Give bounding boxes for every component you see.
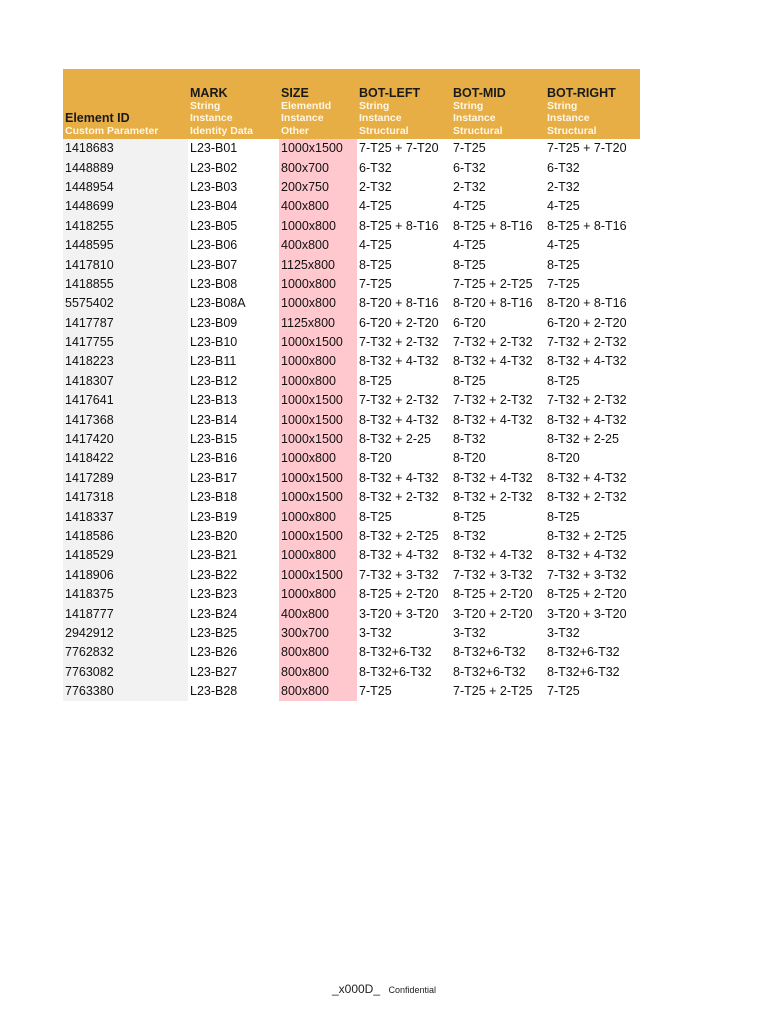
column-subtitle: Structural [453, 124, 503, 137]
size-cell: 1000x800 [279, 275, 357, 294]
bot-left-cell: 2-T32 [359, 179, 392, 194]
bot-right-cell: 8-T20 + 8-T16 [547, 296, 627, 311]
element-id-cell: 1417289 [63, 469, 188, 488]
element-id-cell: 1418422 [63, 449, 188, 468]
column-subtitle: Other [281, 124, 310, 137]
column-subtitle: String [359, 99, 390, 112]
element-id-cell: 1418255 [63, 217, 188, 236]
bot-left-cell: 8-T20 + 8-T16 [359, 296, 439, 311]
mark-cell: L23-B19 [190, 509, 238, 524]
bot-right-cell: 8-T32+6-T32 [547, 664, 620, 679]
bot-left-cell: 6-T20 + 2-T20 [359, 315, 439, 330]
schedule-sheet [63, 69, 640, 701]
bot-left-cell: 3-T20 + 3-T20 [359, 606, 439, 621]
table-body [63, 139, 640, 701]
bot-right-cell: 3-T32 [547, 625, 580, 640]
bot-right-cell: 8-T25 + 8-T16 [547, 218, 627, 233]
mark-cell: L23-B01 [190, 141, 238, 156]
bot-right-cell: 8-T32 + 4-T32 [547, 548, 627, 563]
column-title: MARK [190, 85, 228, 100]
table-row [63, 391, 640, 410]
column-header-element-id [63, 69, 188, 139]
bot-left-cell: 7-T32 + 2-T32 [359, 335, 439, 350]
table-row [63, 314, 640, 333]
bot-mid-cell: 7-T32 + 2-T32 [453, 335, 533, 350]
bot-mid-cell: 6-T20 [453, 315, 486, 330]
bot-left-cell: 3-T32 [359, 625, 392, 640]
mark-cell: L23-B06 [190, 238, 238, 253]
element-id-cell: 1448889 [63, 158, 188, 177]
bot-mid-cell: 8-T32+6-T32 [453, 664, 526, 679]
element-id-cell: 1417420 [63, 430, 188, 449]
bot-left-cell: 7-T32 + 3-T32 [359, 567, 439, 582]
bot-mid-cell: 8-T32 + 4-T32 [453, 548, 533, 563]
bot-right-cell: 8-T25 [547, 509, 580, 524]
bot-left-cell: 8-T32 + 4-T32 [359, 548, 439, 563]
bot-mid-cell: 8-T25 + 2-T20 [453, 587, 533, 602]
bot-left-cell: 8-T32 + 4-T32 [359, 470, 439, 485]
page-footer [0, 980, 768, 998]
column-header-bot-right [545, 69, 640, 139]
element-id-cell: 7762832 [63, 643, 188, 662]
column-header-bot-left [357, 69, 451, 139]
table-row [63, 178, 640, 197]
bot-left-cell: 8-T32+6-T32 [359, 664, 432, 679]
bot-left-cell: 6-T32 [359, 160, 392, 175]
mark-cell: L23-B27 [190, 664, 238, 679]
bot-right-cell: 8-T32 + 2-T25 [547, 529, 627, 543]
bot-right-cell: 8-T20 [547, 451, 580, 466]
size-cell: 1000x1500 [279, 139, 357, 158]
column-subtitle: String [453, 99, 484, 112]
table-row [63, 333, 640, 352]
table-row [63, 488, 640, 507]
element-id-cell: 1417318 [63, 488, 188, 507]
size-cell: 1000x800 [279, 217, 357, 236]
table-row [63, 139, 640, 158]
bot-mid-cell: 8-T32 + 2-T32 [453, 490, 533, 505]
table-row [63, 197, 640, 216]
column-subtitle: Structural [547, 124, 597, 137]
size-cell: 300x700 [279, 624, 357, 643]
column-title: SIZE [281, 85, 309, 100]
bot-right-cell: 7-T25 [547, 276, 580, 291]
bot-mid-cell: 6-T32 [453, 160, 486, 175]
mark-cell: L23-B16 [190, 451, 238, 466]
column-title: BOT-LEFT [359, 85, 421, 100]
table-row [63, 527, 640, 546]
mark-cell: L23-B21 [190, 548, 238, 563]
size-cell: 1000x800 [279, 294, 357, 313]
element-id-cell: 2942912 [63, 624, 188, 643]
element-id-cell: 1448699 [63, 197, 188, 216]
mark-cell: L23-B26 [190, 645, 238, 660]
table-row [63, 275, 640, 294]
element-id-cell: 1417787 [63, 314, 188, 333]
size-cell: 200x750 [279, 178, 357, 197]
bot-right-cell: 8-T32 + 4-T32 [547, 470, 627, 485]
mark-cell: L23-B13 [190, 393, 238, 408]
bot-mid-cell: 7-T25 + 2-T25 [453, 276, 533, 291]
bot-mid-cell: 8-T32 [453, 432, 486, 447]
bot-mid-cell: 8-T20 [453, 451, 486, 466]
bot-mid-cell: 2-T32 [453, 179, 486, 194]
table-row [63, 604, 640, 623]
element-id-cell: 1418906 [63, 566, 188, 585]
column-subtitle: Instance [359, 112, 402, 124]
mark-cell: L23-B17 [190, 470, 238, 485]
bot-right-cell: 6-T32 [547, 160, 580, 175]
element-id-cell: 1418855 [63, 275, 188, 294]
element-id-cell: 1417810 [63, 255, 188, 274]
mark-cell: L23-B04 [190, 199, 238, 214]
bot-left-cell: 8-T25 [359, 257, 392, 272]
bot-mid-cell: 8-T32 + 4-T32 [453, 470, 533, 485]
bot-right-cell: 4-T25 [547, 238, 580, 253]
bot-left-cell: 8-T25 [359, 509, 392, 524]
bot-left-cell: 4-T25 [359, 238, 392, 253]
size-cell: 1000x1500 [279, 430, 357, 449]
column-subtitle: Identity Data [190, 124, 254, 137]
table-row [63, 546, 640, 565]
table-row [63, 158, 640, 177]
table-row [63, 372, 640, 391]
bot-left-cell: 8-T25 + 8-T16 [359, 218, 439, 233]
column-subtitle: ElementId [281, 99, 332, 112]
size-cell: 1000x1500 [279, 469, 357, 488]
size-cell: 400x800 [279, 197, 357, 216]
column-subtitle: Instance [453, 112, 496, 124]
mark-cell: L23-B11 [190, 354, 237, 369]
table-row [63, 663, 640, 682]
table-row [63, 217, 640, 236]
size-cell: 1125x800 [279, 255, 357, 274]
mark-cell: L23-B20 [190, 529, 238, 543]
element-id-cell: 1418529 [63, 546, 188, 565]
mark-cell: L23-B07 [190, 257, 238, 272]
size-cell: 1000x800 [279, 507, 357, 526]
bot-mid-cell: 4-T25 [453, 199, 486, 214]
mark-cell: L23-B09 [190, 315, 238, 330]
element-id-cell: 1417641 [63, 391, 188, 410]
column-header-bot-mid [451, 69, 545, 139]
element-id-cell: 1448954 [63, 178, 188, 197]
mark-cell: L23-B14 [190, 412, 238, 427]
mark-cell: L23-B10 [190, 335, 238, 350]
size-cell: 1125x800 [279, 314, 357, 333]
mark-cell: L23-B18 [190, 490, 238, 505]
element-id-cell: 1417755 [63, 333, 188, 352]
bot-right-cell: 8-T25 [547, 373, 580, 388]
size-cell: 1000x1500 [279, 410, 357, 429]
bot-right-cell: 8-T32 + 4-T32 [547, 354, 627, 369]
table-header [63, 69, 640, 139]
bot-right-cell: 8-T25 [547, 257, 580, 272]
table-row [63, 469, 640, 488]
element-id-cell: 1418586 [63, 527, 188, 546]
bot-left-cell: 4-T25 [359, 199, 392, 214]
bot-mid-cell: 8-T25 [453, 257, 486, 272]
table-row [63, 566, 640, 585]
table-row [63, 682, 640, 701]
bot-right-cell: 7-T32 + 3-T32 [547, 567, 627, 582]
mark-cell: L23-B23 [190, 587, 238, 602]
table-row [63, 255, 640, 274]
element-id-cell: 1418307 [63, 372, 188, 391]
column-subtitle: String [190, 99, 221, 112]
bot-right-cell: 8-T32 + 2-T32 [547, 490, 627, 505]
element-id-cell: 1418223 [63, 352, 188, 371]
bot-mid-cell: 8-T32 + 4-T32 [453, 412, 533, 427]
bot-mid-cell: 8-T32 + 4-T32 [453, 354, 533, 369]
bot-right-cell: 7-T32 + 2-T32 [547, 335, 627, 350]
bot-mid-cell: 8-T25 [453, 509, 486, 524]
table-row [63, 643, 640, 662]
bot-left-cell: 7-T25 [359, 276, 392, 291]
bot-right-cell: 7-T32 + 2-T32 [547, 393, 627, 408]
element-id-cell: 7763380 [63, 682, 188, 701]
mark-cell: L23-B15 [190, 432, 238, 447]
size-cell: 1000x1500 [279, 488, 357, 507]
size-cell: 1000x800 [279, 352, 357, 371]
size-cell: 1000x800 [279, 585, 357, 604]
size-cell: 800x800 [279, 643, 357, 662]
table-row [63, 507, 640, 526]
footer-confidential-label: Confidential [388, 985, 437, 995]
mark-cell: L23-B22 [190, 567, 238, 582]
mark-cell: L23-B25 [190, 625, 238, 640]
bot-right-cell: 2-T32 [547, 179, 580, 194]
size-cell: 1000x1500 [279, 391, 357, 410]
element-id-cell: 1418777 [63, 604, 188, 623]
bot-right-cell: 7-T25 + 7-T20 [547, 141, 627, 156]
bot-left-cell: 8-T25 [359, 373, 392, 388]
element-id-cell: 1418683 [63, 139, 188, 158]
bot-mid-cell: 8-T25 + 8-T16 [453, 218, 533, 233]
size-cell: 1000x800 [279, 449, 357, 468]
size-cell: 1000x1500 [279, 333, 357, 352]
size-cell: 800x800 [279, 663, 357, 682]
table-row [63, 410, 640, 429]
bot-left-cell: 7-T25 [359, 684, 392, 699]
element-id-cell: 7763082 [63, 663, 188, 682]
bot-left-cell: 8-T32+6-T32 [359, 645, 432, 660]
column-header-mark [188, 69, 279, 139]
column-title: BOT-RIGHT [547, 85, 616, 100]
bot-left-cell: 8-T32 + 2-T32 [359, 490, 439, 505]
bot-mid-cell: 8-T20 + 8-T16 [453, 296, 533, 311]
bot-mid-cell: 3-T20 + 2-T20 [453, 606, 533, 621]
footer-code: _x000D_ [331, 982, 381, 996]
bot-left-cell: 8-T25 + 2-T20 [359, 587, 439, 602]
mark-cell: L23-B24 [190, 606, 238, 621]
bot-right-cell: 3-T20 + 3-T20 [547, 606, 627, 621]
bot-mid-cell: 4-T25 [453, 238, 486, 253]
bot-right-cell: 6-T20 + 2-T20 [547, 315, 627, 330]
size-cell: 400x800 [279, 604, 357, 623]
column-subtitle: Instance [281, 112, 324, 124]
bot-left-cell: 8-T32 + 2-T25 [359, 529, 439, 543]
element-id-cell: 1417368 [63, 410, 188, 429]
element-id-cell: 5575402 [63, 294, 188, 313]
bot-mid-cell: 8-T32 [453, 529, 486, 543]
bot-left-cell: 8-T32 + 4-T32 [359, 354, 439, 369]
column-subtitle: Structural [359, 124, 409, 137]
size-cell: 1000x1500 [279, 527, 357, 546]
column-title: BOT-MID [453, 85, 506, 100]
column-subtitle: Instance [190, 112, 233, 124]
bot-mid-cell: 8-T32+6-T32 [453, 645, 526, 660]
table-row [63, 585, 640, 604]
size-cell: 1000x800 [279, 546, 357, 565]
table-row [63, 294, 640, 313]
size-cell: 400x800 [279, 236, 357, 255]
table-row [63, 352, 640, 371]
bot-mid-cell: 8-T25 [453, 373, 486, 388]
table-row [63, 624, 640, 643]
column-title: Element ID [65, 110, 130, 125]
bot-right-cell: 8-T32 + 4-T32 [547, 412, 627, 427]
column-subtitle: String [547, 99, 578, 112]
table-row [63, 449, 640, 468]
column-subtitle: Instance [547, 112, 590, 124]
bot-left-cell: 8-T32 + 2-25 [359, 432, 431, 447]
bot-right-cell: 8-T25 + 2-T20 [547, 587, 627, 602]
mark-cell: L23-B03 [190, 179, 238, 194]
bot-mid-cell: 7-T32 + 3-T32 [453, 567, 533, 582]
column-subtitle: Custom Parameter [65, 124, 159, 137]
size-cell: 1000x800 [279, 372, 357, 391]
mark-cell: L23-B08A [190, 296, 246, 311]
element-id-cell: 1448595 [63, 236, 188, 255]
bot-right-cell: 7-T25 [547, 684, 580, 699]
size-cell: 800x700 [279, 158, 357, 177]
header-row [63, 69, 640, 139]
size-cell: 800x800 [279, 682, 357, 701]
bot-left-cell: 7-T32 + 2-T32 [359, 393, 439, 408]
table-row [63, 236, 640, 255]
column-header-size [279, 69, 357, 139]
bot-mid-cell: 7-T25 [453, 141, 486, 156]
element-id-cell: 1418337 [63, 507, 188, 526]
bot-left-cell: 8-T20 [359, 451, 392, 466]
bot-mid-cell: 7-T32 + 2-T32 [453, 393, 533, 408]
bot-mid-cell: 7-T25 + 2-T25 [453, 684, 533, 699]
bot-mid-cell: 3-T32 [453, 625, 486, 640]
size-cell: 1000x1500 [279, 566, 357, 585]
mark-cell: L23-B05 [190, 218, 238, 233]
mark-cell: L23-B12 [190, 373, 238, 388]
table-row [63, 430, 640, 449]
mark-cell: L23-B08 [190, 276, 238, 291]
bot-right-cell: 4-T25 [547, 199, 580, 214]
beam-schedule-table [63, 69, 640, 701]
bot-right-cell: 8-T32 + 2-25 [547, 432, 619, 447]
bot-left-cell: 8-T32 + 4-T32 [359, 412, 439, 427]
element-id-cell: 1418375 [63, 585, 188, 604]
bot-right-cell: 8-T32+6-T32 [547, 645, 620, 660]
mark-cell: L23-B28 [190, 684, 238, 699]
mark-cell: L23-B02 [190, 160, 238, 175]
bot-left-cell: 7-T25 + 7-T20 [359, 141, 439, 156]
